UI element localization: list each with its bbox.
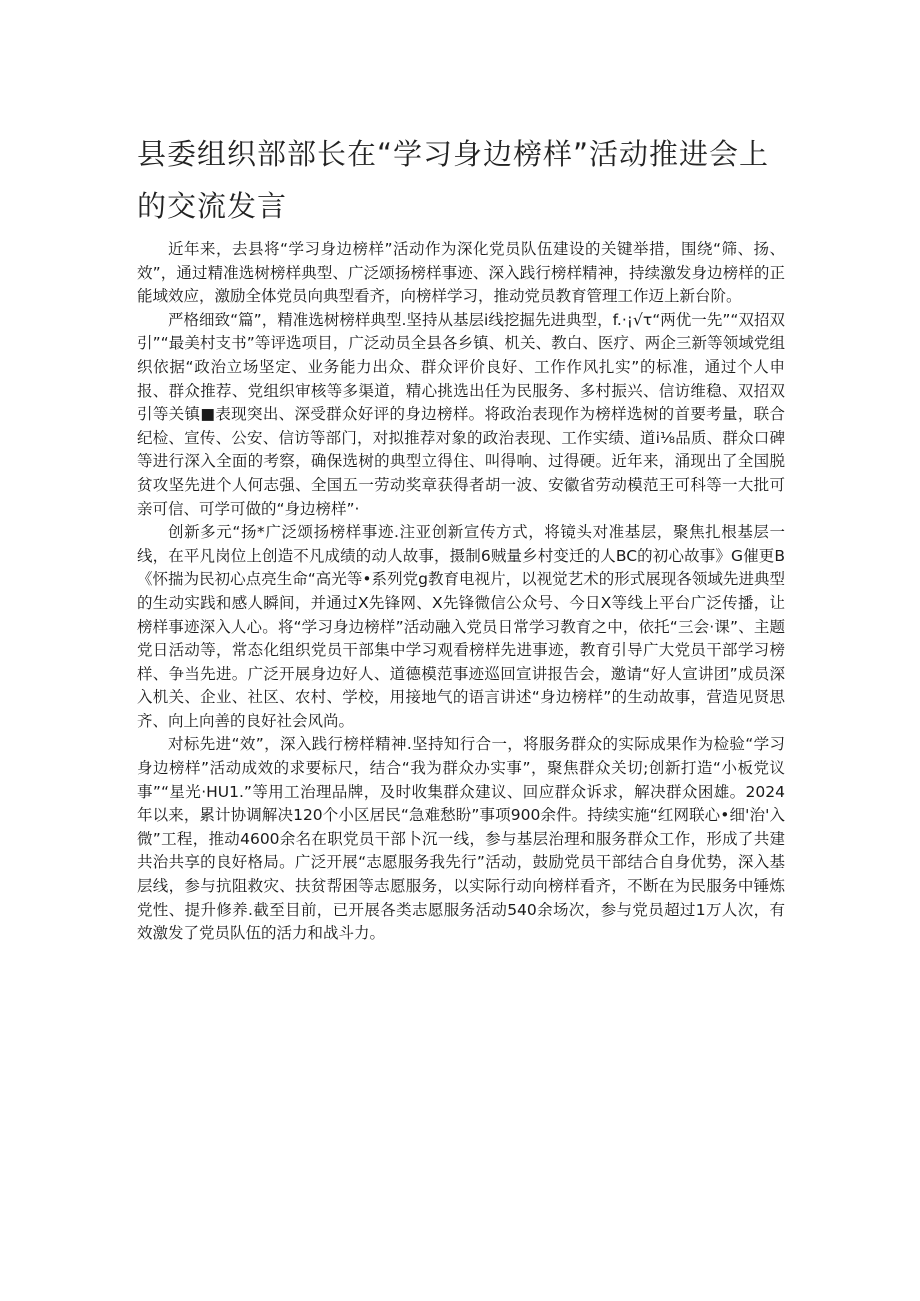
paragraph-select-models: 严格细致“篇”，精准选树榜样典型.坚持从基层i线挖掘先进典型，f.·¡√τ“两优一先”“双招双引”“最美村支书”等评选项目，广泛动员全县各乡镇、机关、教白、医疗、两企三新等领域党组织依据“政治立场坚定、业务能力出众、群众评价良好、工作作风扎实”的标准，通过个人申报、群众推荐、党组织审核等多渠道，精心挑选出任为民服务、多村振兴、信访维稳、双招双引等关镇■表现突出、深受群众好评的身边榜样。将政治表现作为榜样选树的首要考量，联合纪检、宣传、公安、信访等部门，对拟推荐对象的政治表现、工作实绩、道i⅛品质、群众口碑等进行深入全面的考察，确保选树的典型立得住、叫得响、过得硬。近年来，涌现出了全国脱贫攻坚先进个人何志强、全国五一劳动奖章获得者胡一波、安徽省劳动模范王可科等一大批可亲可信、可学可做的“身边榜样”· [137,310,785,518]
document-body [137,238,785,946]
document-title: 县委组织部部长在“学习身边榜样”活动推进会上的交流发言 [137,137,770,223]
paragraph-intro: 近年来，去县将“学习身边榜样”活动作为深化党员队伍建设的关键举措，围绕“筛、扬、效”，通过精准选树榜样典型、广泛颂扬榜样事迹、深入践行榜样精神，持续激发身边榜样的正能域效应，激励全体党员向典型看齐，向榜样学习，推动党员教育管理工作迈上新台阶。 [137,240,785,306]
paragraph-practice-spirit: 对标先进“效”，深入践行榜样精神.坚持知行合一，将服务群众的实际成果作为检验“学习身边榜样”活动成效的求要标尺，结合“我为群众办实事”，聚焦群众关切;创新打造“小板党议事”“星光·HU1.”等用工治理品牌，及时收集群众建议、回应群众诉求，解决群众困雄。2024年以来，累计协调解决120个小区居民“急难愁盼”事项900余件。持续实施“红网联心•细'治'入微”工程，推动4600余名在职党员干部卜沉一线，参与基层治理和服务群众工作，形成了共建共治共享的良好格局。广泛开展“志愿服务我先行”活动，鼓励党员干部结合自身优势，深入基层线，参与抗阻救灾、扶贫帮困等志愿服务，以实际行动向榜样看齐，不断在为民服务中锤炼党性、提升修养.截至目前，已开展各类志愿服务活动540余场次，参与党员超过1万人次，有效激发了党员队伍的活力和战斗力。 [137,735,785,943]
paragraph-promote-deeds: 创新多元“扬*广泛颂扬榜样事迹.注亚创新宣传方式，将镜头对准基层，聚焦扎根基层一线，在平凡岗位上创造不凡成绩的动人故事，摄制6贼量乡村变迁的人BC的初心故事》G催更B《怀揣为民初心点亮生命“高光等•系列党g教育电视片，以视觉艺术的形式展现各领域先进典型的生动实践和感人瞬间，并通过X先锋网、X先锋微信公众号、今日X等线上平台广泛传播，让榜样事迹深入人心。将“学习身边榜样”活动融入党员日常学习教育之中，依托“三会·课”、主题党日活动等，常态化组织党员干部集中学习观看榜样先进事迹，教育引导广大党员干部学习榜样、争当先进。广泛开展身边好人、道德模范事迹巡回宣讲报告会，邀请“好人宣讲团”成员深入机关、企业、社区、农村、学校，用接地气的语言讲述“身边榜样”的生动故事，营造见贤思齐、向上向善的良好社会风尚。 [137,523,785,730]
